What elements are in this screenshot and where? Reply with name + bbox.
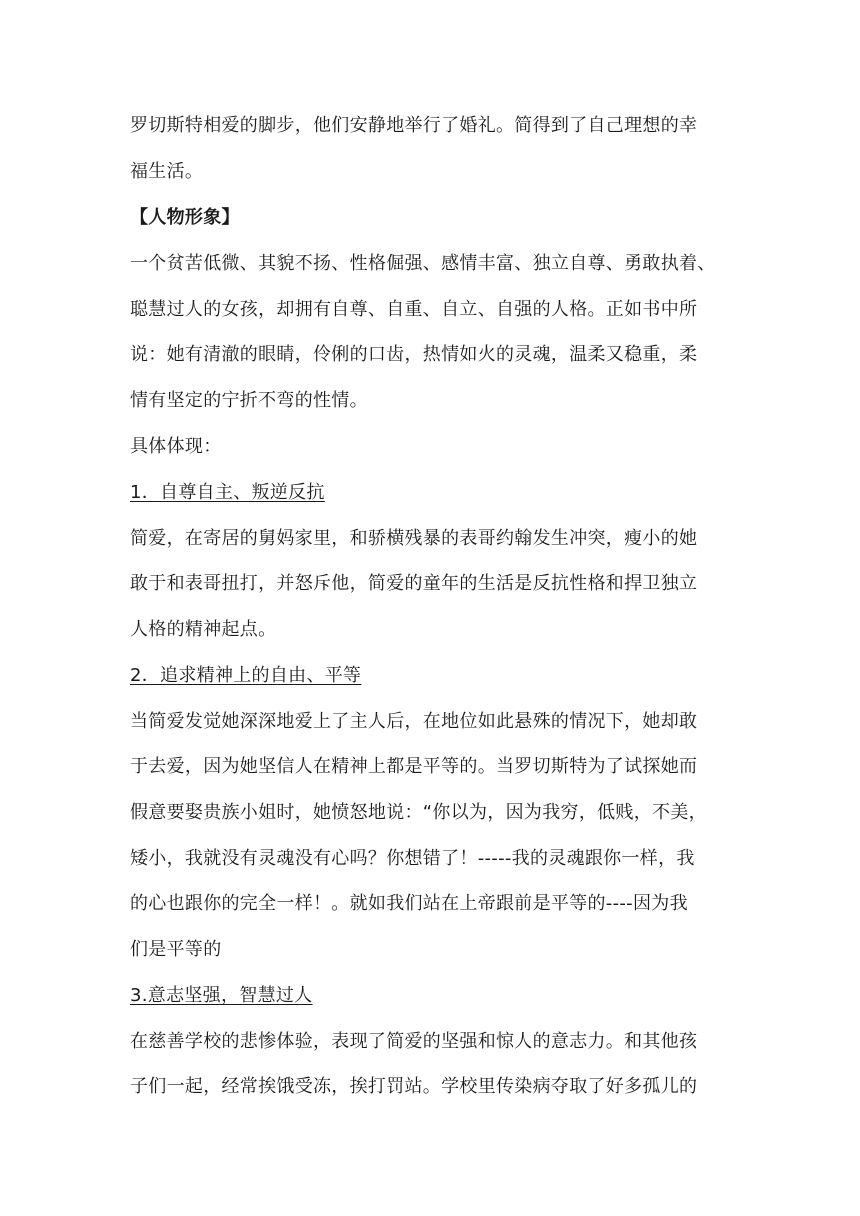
paragraph-line: 子们一起，经常挨饿受冻，挨打罚站。学校里传染病夺取了好多孤儿的 <box>130 1076 698 1097</box>
intro-line: 福生活。 <box>130 161 204 182</box>
section-heading: 【人物形象】 <box>130 207 240 228</box>
paragraph-line: 在慈善学校的悲惨体验，表现了简爱的坚强和惊人的意志力。和其他孩 <box>130 1031 698 1052</box>
specific-label: 具体体现： <box>130 436 222 457</box>
paragraph-line: 们是平等的 <box>130 939 222 960</box>
character-line: 一个贫苦低微、其貌不扬、性格倔强、感情丰富、独立自尊、勇敢执着、 <box>130 253 716 274</box>
point-heading-3: 3.意志坚强，智慧过人 <box>130 985 313 1006</box>
point-heading-1: 1．自尊自主、叛逆反抗 <box>130 482 325 503</box>
point-heading-2: 2．追求精神上的自由、平等 <box>130 665 362 686</box>
paragraph-line: 简爱，在寄居的舅妈家里，和骄横残暴的表哥约翰发生冲突，瘦小的她 <box>130 528 698 549</box>
paragraph-line: 敢于和表哥扭打，并怒斥他，简爱的童年的生活是反抗性格和捍卫独立 <box>130 573 698 594</box>
paragraph-line: 假意要娶贵族小姐时，她愤怒地说：“你以为，因为我穷，低贱，不美， <box>130 802 707 823</box>
intro-line: 罗切斯特相爱的脚步，他们安静地举行了婚礼。简得到了自己理想的幸 <box>130 115 698 136</box>
character-line: 情有坚定的宁折不弯的性情。 <box>130 390 368 411</box>
paragraph-line: 于去爱，因为她坚信人在精神上都是平等的。当罗切斯特为了试探她而 <box>130 756 698 777</box>
paragraph-line: 人格的精神起点。 <box>130 619 277 640</box>
paragraph-line: 矮小，我就没有灵魂没有心吗？你想错了！-----我的灵魂跟你一样，我 <box>130 848 695 869</box>
paragraph-line: 当简爱发觉她深深地爱上了主人后，在地位如此悬殊的情况下，她却敢 <box>130 711 698 732</box>
character-line: 聪慧过人的女孩，却拥有自尊、自重、自立、自强的人格。正如书中所 <box>130 299 698 320</box>
character-line: 说：她有清澈的眼睛，伶俐的口齿，热情如火的灵魂，温柔又稳重，柔 <box>130 344 698 365</box>
paragraph-line: 的心也跟你的完全一样！。就如我们站在上帝跟前是平等的----因为我 <box>130 893 688 914</box>
